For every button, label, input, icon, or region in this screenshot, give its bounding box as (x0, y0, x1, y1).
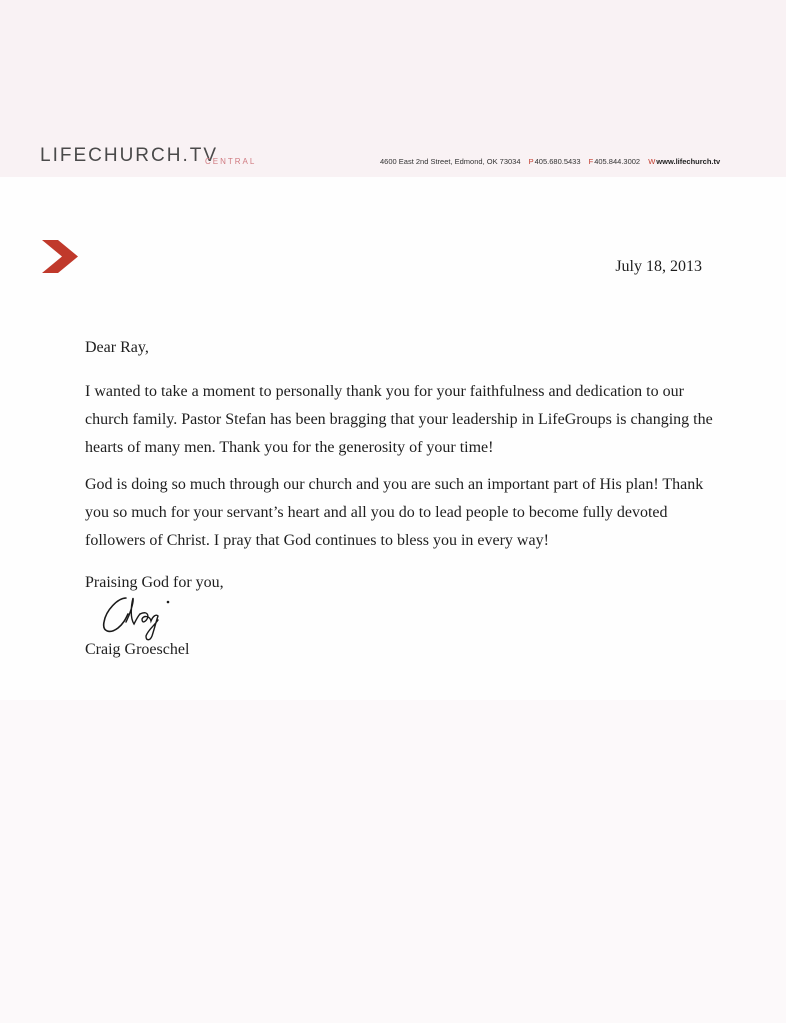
letter-body (85, 334, 725, 597)
address-text: 4600 East 2nd Street, Edmond, OK 73034 (380, 157, 521, 166)
closing-line: Praising God for you, (85, 574, 224, 591)
contact-info (380, 157, 720, 166)
signature-image (96, 588, 186, 643)
paragraph: I wanted to take a moment to personally thank you for your faithfulness and dedication to our church family. Pastor Stefan has been bragging that your leadership in LifeGroups is changing the hearts of many men. Thank you for the generosity of your time! (85, 383, 713, 456)
fax-number: 405.844.3002 (594, 157, 641, 166)
chevron-right-icon (42, 240, 78, 273)
website-link[interactable]: www.lifechurch.tv (656, 157, 721, 166)
salutation: Dear Ray, (85, 339, 149, 356)
phone-label: P (528, 157, 534, 166)
campus-label: CENTRAL (205, 157, 257, 166)
fax-label: F (588, 157, 594, 166)
web-label: W (648, 157, 656, 166)
letter-date: July 18, 2013 (615, 258, 702, 275)
lower-paper-band (0, 700, 786, 1023)
phone-number: 405.680.5433 (534, 157, 581, 166)
signer-name: Craig Groeschel (85, 641, 190, 658)
paragraph: God is doing so much through our church and you are such an important part of His plan! Thank you so much for your servant’s heart and all you do to lead people to become fully devoted followers of Christ. I pray that God continues to bless you in every way! (85, 476, 704, 549)
brand-logo: LIFECHURCH.TV (40, 145, 219, 166)
